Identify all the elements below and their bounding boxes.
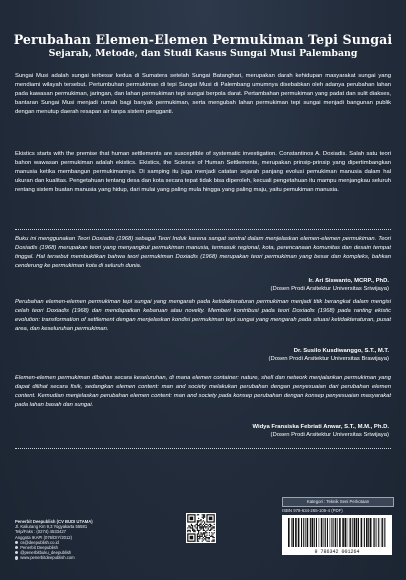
web-icon [15,556,18,559]
book-subtitle: Sejarah, Metode, dan Studi Kasus Sungai Musi Palembang [48,48,358,59]
divider [15,448,391,449]
category-label: Kategori : Teknik Seni Perkotaan [282,497,394,507]
qr-code[interactable] [186,513,216,543]
synopsis-paragraph-2: Ekistics starts with the premise that human settlements are susceptible of systematic investigation. Constantinos A. Doxiadis. Salah satu teori bahon wawasan permukiman adalah ekistics. Ekistics, the Science of Human Settlements, merupakan prinsip-prinsip yang dipertimbangkan manusia ketika membangun permukimannya. Di samping itu juga menjadi catatan sejarah panjang evolusi pemukiman manusia dalam hal ukuran dan kualitas. Pengetahuan tentang desa dan kota secara tepat tidak bisa diperoleh, kecuali pengetahuan itu mampu menjangkau seluruh rentang sistem buatan manusia yang hidup, dari mulai yang paling mula hingga yang paling maju, yaitu pemukiman manusia. [15,151,391,194]
endorsement-quote-3: Elemen-elemen permukiman dibahas secara keseluruhan, di mana elemen container: nature, shell dan network menjalankan permukiman yang dapat dilihat secara fisik, sedangkan elemen content: man and society melakukan perubahan dengan penyesuaian dari perubahan elemen content. Kemudian menjelaskan perubahan elemen content: man and society pada konsep perubahan dengan konsep penyesuaian masyarakat pada lahan basah dan sungai. [15,375,391,409]
instagram-icon [15,551,18,554]
endorser-2 [269,347,389,363]
endorser-name: Dr. Susilo Kusdiwanggo, S.T., M.T. [293,348,389,354]
endorser-affiliation: (Dosen Prodi Arsitektur Universitas Brawijaya) [268,356,389,363]
isbn-text: ISBN 978-634-265-106-4 (PDF) [282,508,343,513]
publisher-address: Jl. Kaliurang Km 9,3 Yogyakarta 55581 [15,524,88,530]
facebook-icon [15,546,18,549]
publisher-phone: Telp/Faks : (0274) 4533427 [15,529,66,535]
publisher-name: Penerbit Deepublish (CV BUDI UTAMA) [15,519,93,524]
publisher-membership: Anggota IKAPI (076/DIY/2012) [15,534,73,540]
endorser-affiliation: (Dosen Prodi Arsitektur Universitas Sriwijaya) [270,286,389,293]
isbn-barcode [282,515,392,555]
synopsis-paragraph-1: Sungai Musi adalah sungai terbesar kedua di Sumatera setelah Sungai Batanghari, merupakan darah kehidupan masyarakat sungai yang mendiami wilayah tersebut. Pertumbuhan permukiman di tepi Sungai Musi di Palembang umumnya disebabkan oleh adanya perubahan lahan pada kawasan permukiman, jaringan, dan lahan permukiman tepi sungai berpola darat. Pertambahan permukiman yang padat dan sulit diakses, bantaran Sungai Musi menjadi rumah bagi banyak permukiman, serta mengubah lahan permukiman tepi sungai menjadi bangunan publik dengan menutup daerah resapan air tanpa sistem pengganti. [15,73,391,116]
endorser-3 [252,423,389,439]
endorser-1 [270,277,389,293]
contact-facebook[interactable]: Penerbit Deepublish [15,545,93,550]
email-icon [15,541,18,544]
endorser-name: Ir. Ari Siswanto, MCRP., PhD. [308,278,389,284]
endorser-name: Widya Fransiska Febriati Anwar, S.T., M.M., Ph.D. [252,424,389,430]
contact-website[interactable]: www.penerbitdeepublish.com [15,555,93,560]
endorsement-quote-2: Perubahan elemen-elemen permukiman tepi sungai yang mengarah pada ketidakteraturan permukiman menjadi titik berangkat dalam mengisi celah teori Doxiadis (1968) dan mendapatkan kebaruan atau novelty. Memberi kontribusi pada teori Doxiadis (1968) pada ranting ekistic evolution: transformation of settlement dengan menjelaskan kondisi permukiman tepi sungai yang mengarah pada situasi ketidakteraturan, pusat area, dan keseluruhan permukiman. [15,299,391,333]
publisher-info [15,519,93,561]
endorser-affiliation: (Dosen Prodi Arsitektur Universitas Sriwijaya) [270,432,389,439]
divider [15,229,391,230]
contact-instagram[interactable]: @penerbitbuku_deepublish [15,550,93,555]
barcode-digits: 9 786342 001264 [314,549,360,555]
book-title: Perubahan Elemen-Elemen Permukiman Tepi Sungai [13,32,393,47]
contact-email[interactable]: cs@deepublish.co.id [15,540,93,545]
endorsement-quote-1: Buku ini menggunakan Teori Doxiadis (1968) sebagai Teori Induk karena sangat sentral dalam menjelaskan elemen-elemen permukiman. Teori Doxiadis (1968) merupakan teori yang menyangkut permukiman manusia, termasuk regional, kota, perencanaan komunitas dan desain tempat tinggal. Hal tersebut membuktikan bahwa teori permukiman Doxiadis (1968) merupakan teori permukiman yang besar dan kompleks, bahkan cenderung ke permukiman kota di seluruh dunia. [15,236,391,270]
